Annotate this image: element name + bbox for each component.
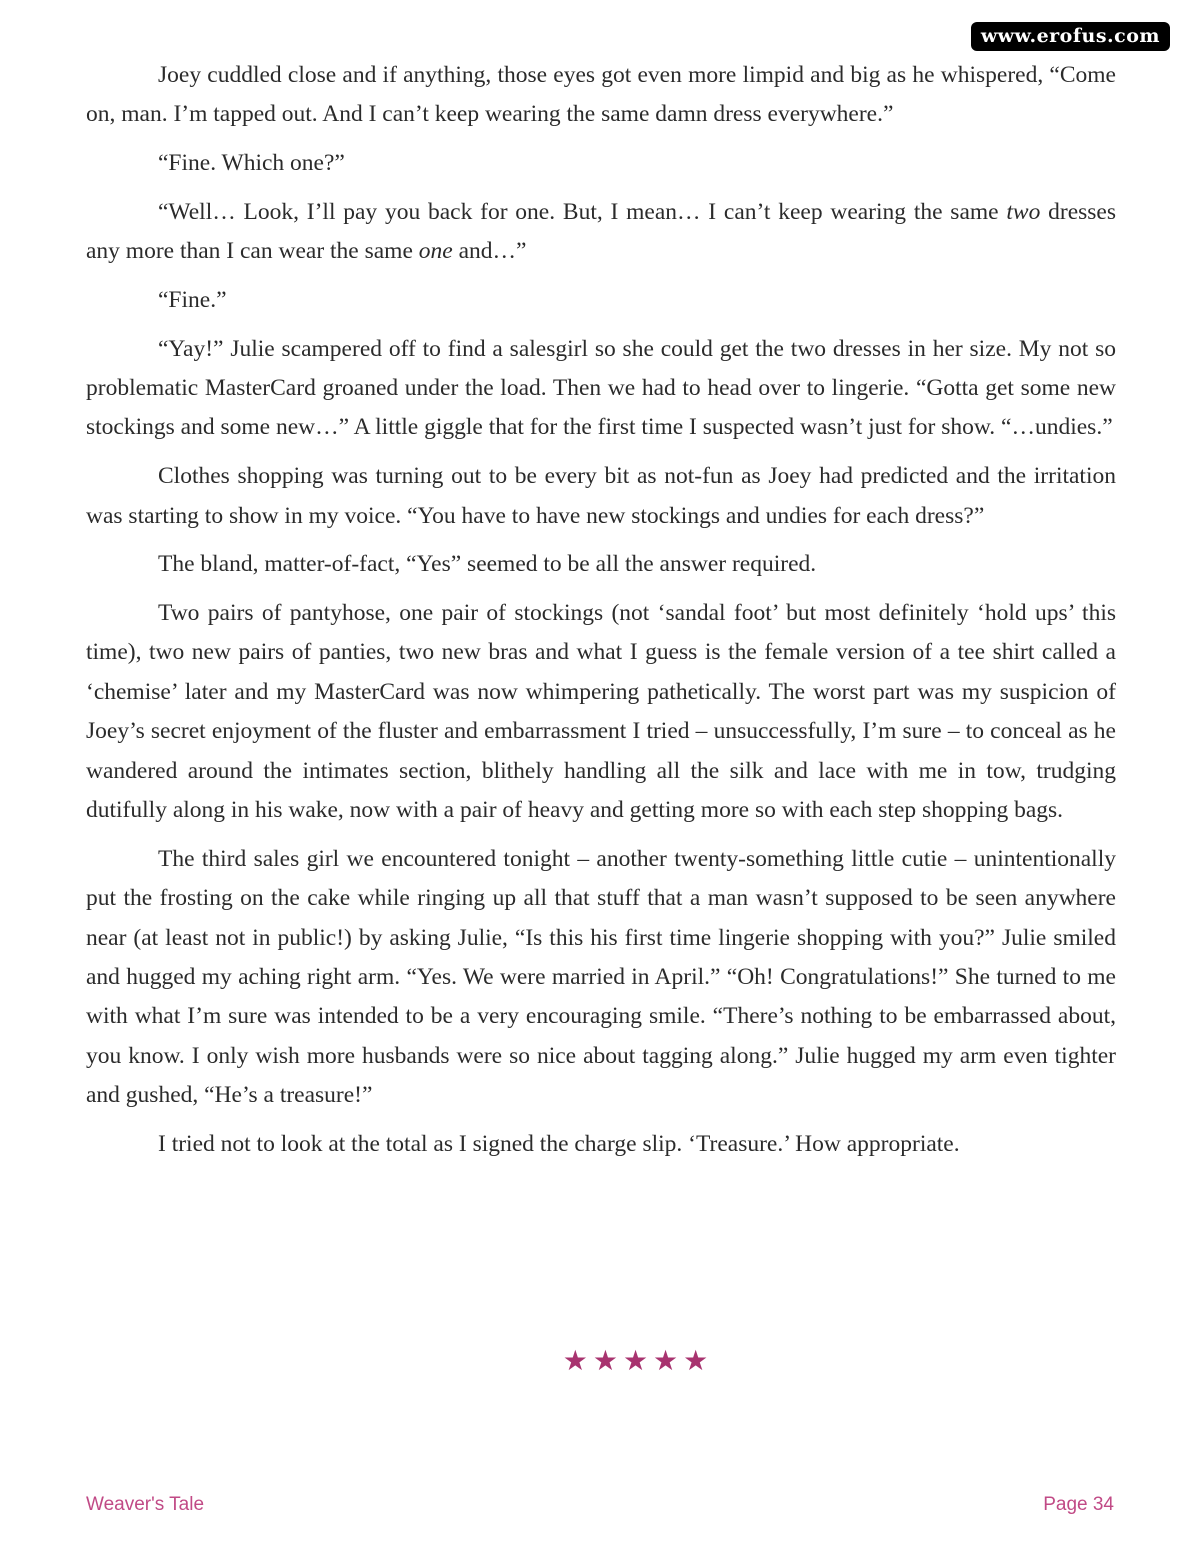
- paragraph: The third sales girl we encountered tonight – another twenty-something little cutie – unintentionally put the frosting on the cake while ringing up all that stuff that a man wasn’t supposed to be seen anywhere near (at least not in public!) by asking Julie, “Is this his first time lingerie shopping with you?” Julie smiled and hugged my aching right arm. “Yes. We were married in April.” “Oh! Congratulations!” She turned to me with what I’m sure was intended to be a very encouraging smile. “There’s nothing to be embarrassed about, you know. I only wish more husbands were so nice about tagging along.” Julie hugged my arm even tighter and gushed, “He’s a treasure!”: [86, 845, 1116, 1109]
- scene-break-stars: ★★★★★: [562, 1344, 714, 1377]
- paragraph-text: “Well… Look, I’ll pay you back for one. But, I mean… I can’t keep wearing the same: [158, 198, 1007, 225]
- emphasis-two: two: [1006, 198, 1041, 225]
- footer-page-number: Page 34: [1043, 1494, 1114, 1515]
- paragraph: Joey cuddled close and if anything, those eyes got even more limpid and big as he whispered, “Come on, man. I’m tapped out. And I can’t keep wearing the same damn dress everywhere.”: [86, 62, 1116, 128]
- paragraph-text: dresses any more than I can wear the same: [86, 198, 1116, 265]
- paragraph-text: and…”: [452, 238, 527, 265]
- footer-book-title: Weaver's Tale: [86, 1494, 205, 1515]
- paragraph: “Fine. Which one?”: [158, 150, 345, 177]
- emphasis-one: one: [418, 238, 453, 265]
- story-body: [86, 56, 1116, 1174]
- paragraph: Clothes shopping was turning out to be every bit as not-fun as Joey had predicted and the irritation was starting to show in my voice. “You have to have new stockings and undies for each dress?”: [86, 463, 1116, 529]
- paragraph: The bland, matter-of-fact, “Yes” seemed to be all the answer required.: [158, 551, 817, 578]
- paragraph: “Yay!” Julie scampered off to find a salesgirl so she could get the two dresses in her size. My not so problematic MasterCard groaned under the load. Then we had to head over to lingerie. “Gotta get some new stockings and some new…” A little giggle that for the first time I suspected wasn’t just for show. “…undies.”: [86, 335, 1116, 441]
- watermark-logo: www.erofus.com: [971, 22, 1170, 51]
- paragraph: I tried not to look at the total as I signed the charge slip. ‘Treasure.’ How appropriate.: [158, 1130, 960, 1157]
- paragraph: [86, 193, 1116, 272]
- paragraph: “Fine.”: [158, 286, 227, 313]
- paragraph: Two pairs of pantyhose, one pair of stockings (not ‘sandal foot’ but most definitely ‘hold ups’ this time), two new pairs of panties, two new bras and what I guess is the female version of a tee shirt called a ‘chemise’ later and my MasterCard was now whimpering pathetically. The worst part was my suspicion of Joey’s secret enjoyment of the fluster and embarrassment I tried – unsuccessfully, I’m sure – to conceal as he wandered around the intimates section, blithely handling all the silk and lace with me in tow, trudging dutifully along in his wake, now with a pair of heavy and getting more so with each step shopping bags.: [86, 599, 1116, 823]
